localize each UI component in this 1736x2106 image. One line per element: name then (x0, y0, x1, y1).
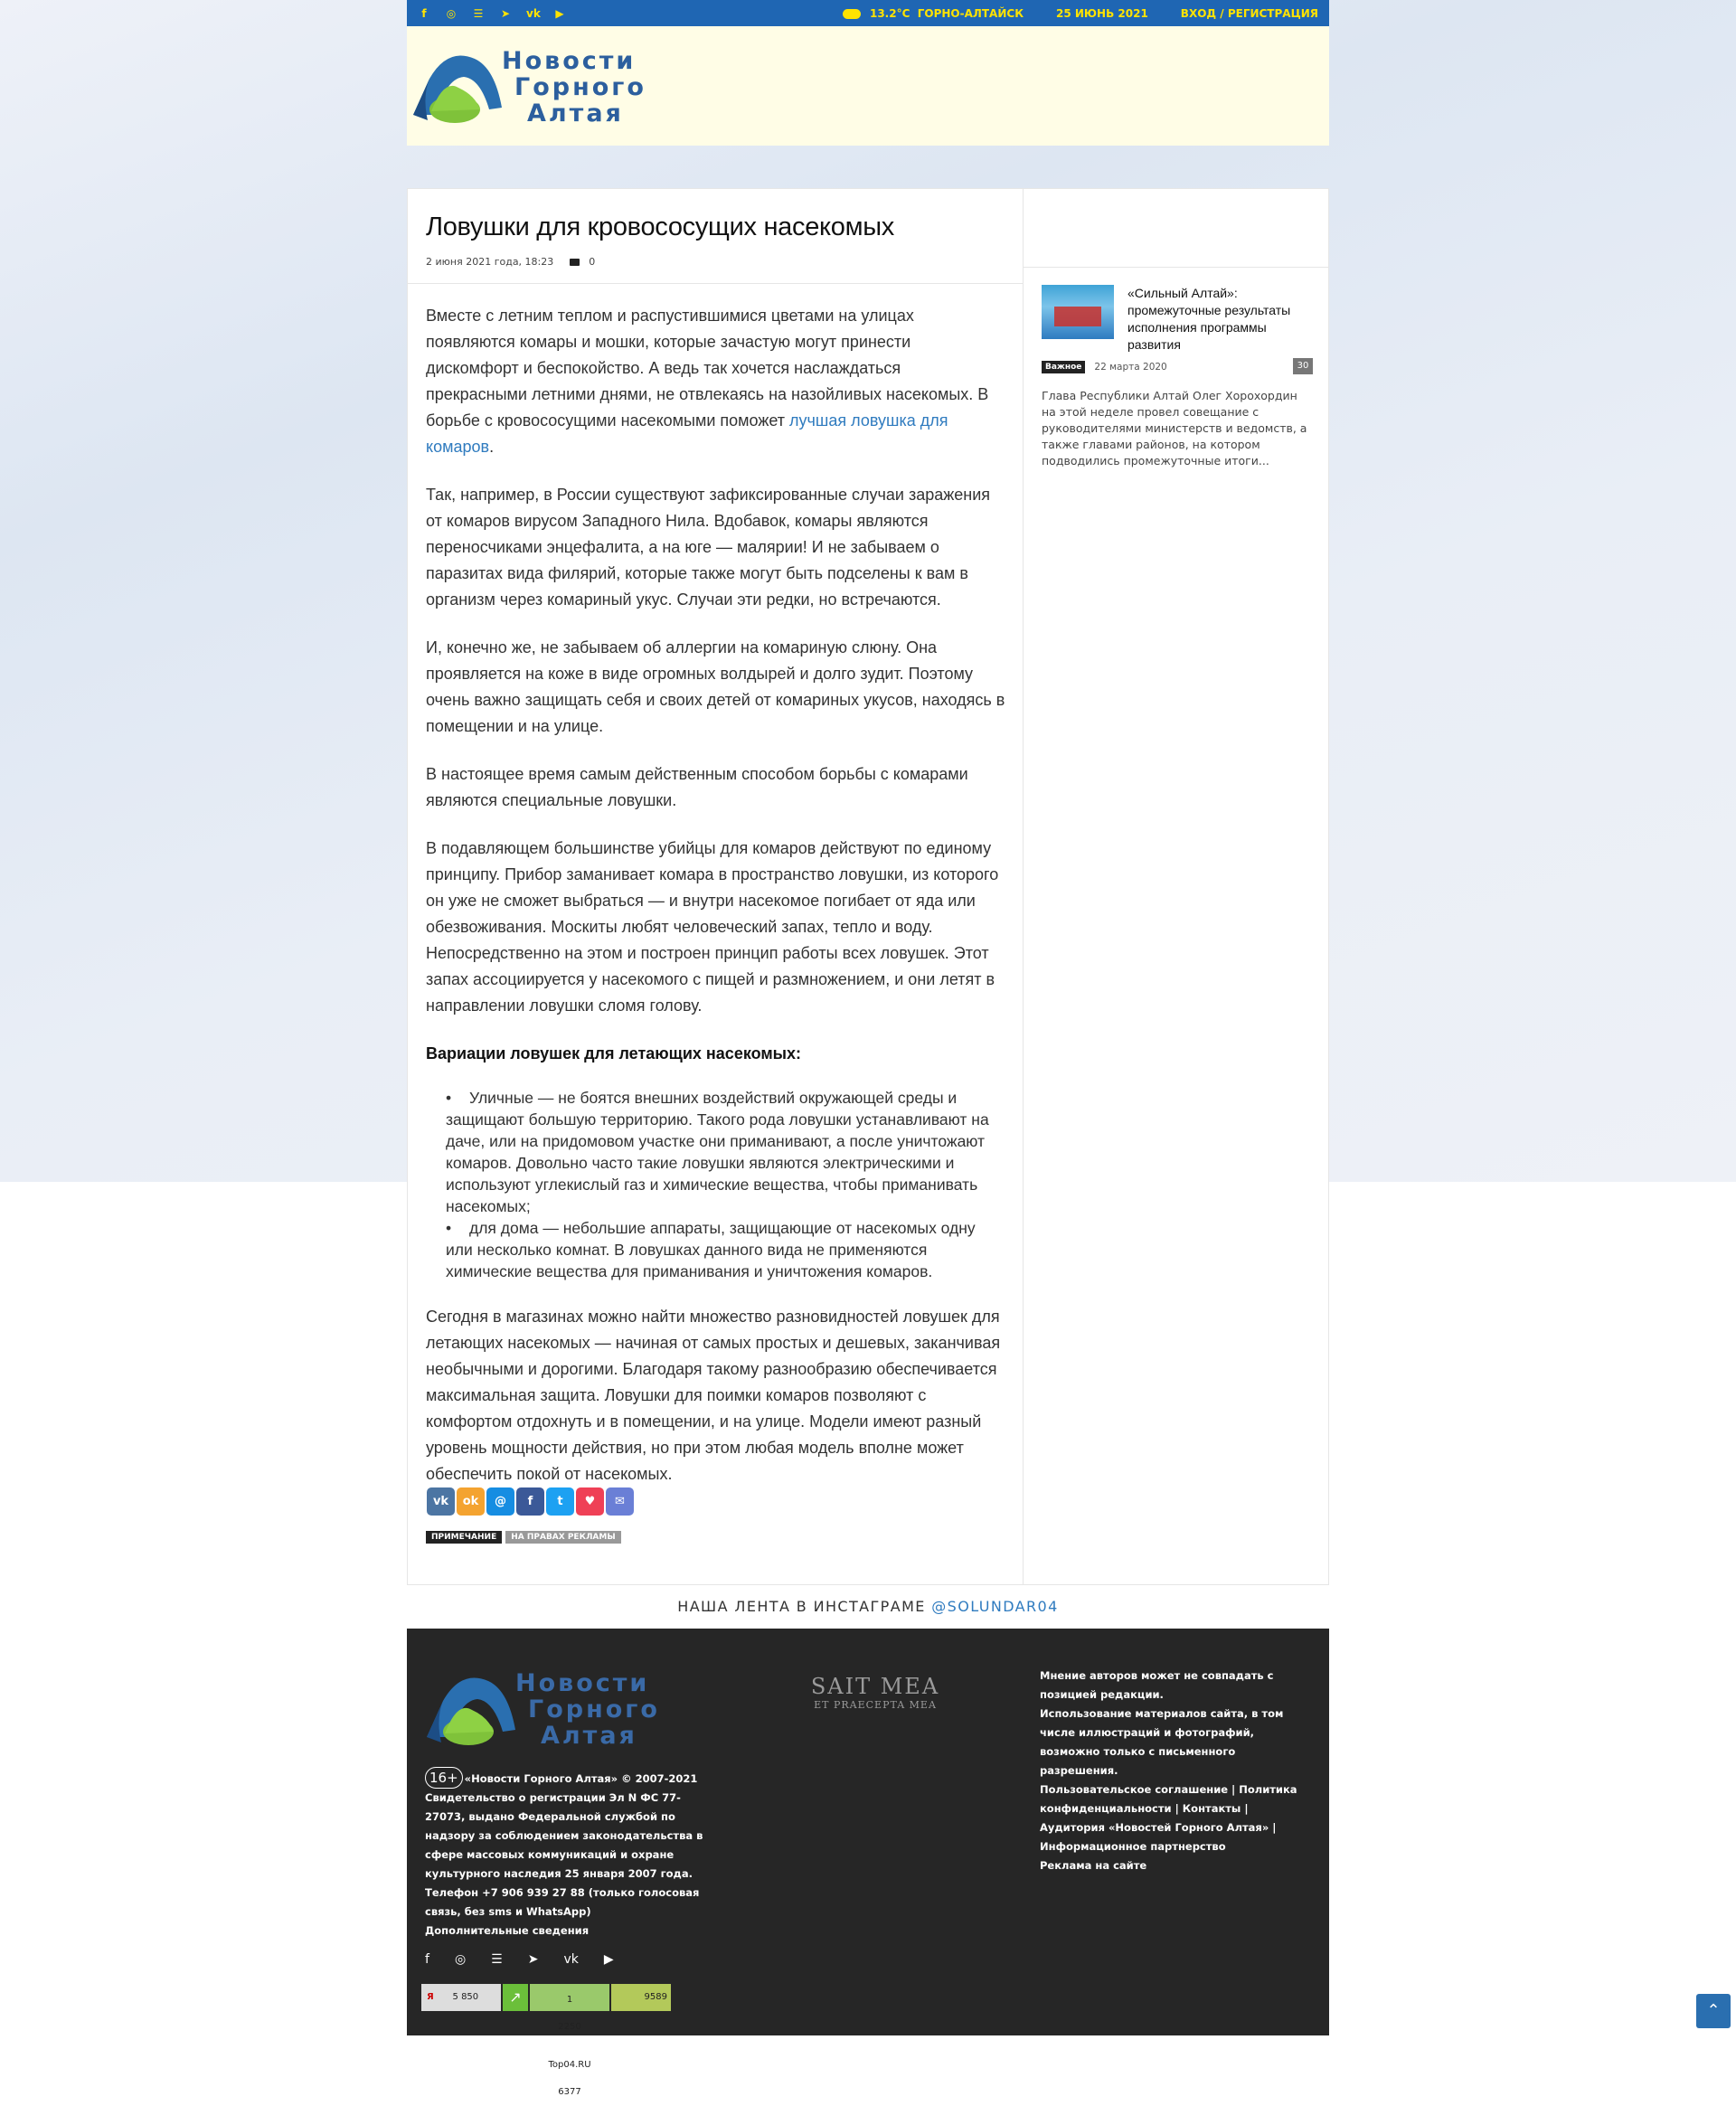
top04-counter-a: 2250 (558, 2022, 581, 2032)
tag-ad[interactable]: НА ПРАВАХ РЕКЛАМЫ (505, 1531, 620, 1544)
comments-link[interactable] (570, 256, 595, 268)
instagram-feed-title (407, 1585, 1329, 1629)
article-date: 2 июня 2021 года, 18:23 (426, 256, 554, 268)
stat-counters (421, 1984, 671, 2097)
list-item-text: для дома — небольшие аппараты, защищающие от насекомых одну или несколько комнат. В ловушках данного вида не применяются химические вещества для приманивания и уничтожения комаров. (446, 1219, 976, 1280)
footer-logo-text (515, 1670, 660, 1749)
sidebar (1024, 189, 1329, 1586)
footer-info (425, 1767, 705, 1941)
vk-share-icon[interactable]: vk (427, 1487, 455, 1516)
footer-links[interactable]: Пользовательское соглашение | Политика конфиденциальности | Контакты | Аудитория «Новостей Горного Алтая» | Информационное партнерство (1040, 1783, 1297, 1853)
sidebar-post-thumbnail[interactable] (1042, 285, 1114, 339)
sidebar-post-title[interactable]: «Сильный Алтай»: промежуточные результаты исполнения программы развития (1127, 286, 1291, 352)
topbar-social (418, 7, 566, 20)
top04-counter[interactable] (530, 1984, 609, 2097)
more-info-link[interactable]: Дополнительные сведения (425, 1924, 590, 1937)
thumbnail-banner (1054, 307, 1101, 326)
instagram-icon[interactable]: ◎ (446, 6, 457, 20)
logo-line-2: Горного (514, 73, 646, 101)
trap-list (446, 1087, 1006, 1282)
sidebar-post-meta (1042, 361, 1167, 373)
list-item: • Уличные — не боятся внешних воздействий окружающей среды и защищают большую территорию. Такого рода ловушки устанавливают на даче, или на придомовом участке они приманивают, а после уничтожают комаров. Довольно часто такие ловушки являются электрическими и используют углекислый газ и химические вещества, чтобы приманивать насекомых; (446, 1089, 989, 1215)
yandex-counter-value: 5 850 (452, 1992, 479, 2002)
instagram-icon[interactable]: ◎ (454, 1952, 467, 1967)
footer-legal (1040, 1667, 1311, 1875)
article-tags (426, 1531, 621, 1544)
phone: Телефон +7 906 939 27 88 (только голосовая связь, без sms и WhatsApp) (425, 1886, 700, 1918)
disclaimer-2: Использование материалов сайта, в том числе иллюстраций и фотографий, возможно только с письменного разрешения. (1040, 1707, 1284, 1777)
login-link[interactable]: ВХОД / РЕГИСТРАЦИЯ (1180, 6, 1318, 20)
article-title: Ловушки для кровососущих насекомых (426, 212, 894, 241)
age-rating: 16+ (425, 1767, 463, 1789)
paragraph-1-end: . (489, 438, 495, 456)
comments-count: 0 (589, 256, 596, 268)
cloud-icon (843, 9, 861, 19)
youtube-icon[interactable]: ▶ (555, 6, 564, 20)
subheading: Вариации ловушек для летающих насекомых: (426, 1044, 802, 1062)
registration: Свидетельство о регистрации Эл N ФС 77-27073, выдано Федеральной службой по надзору за соблюдением законодательства в сфере массовых коммуникаций и охране культурного наследия 25 января 2007 года. (425, 1791, 703, 1880)
third-counter[interactable]: 9589 (611, 1984, 671, 2011)
logo-line-3: Алтая (527, 99, 624, 127)
rss-icon[interactable]: ☰ (491, 1952, 503, 1967)
rss-icon[interactable]: ☰ (473, 6, 484, 20)
important-badge[interactable]: Важное (1042, 361, 1085, 373)
sidebar-post-date: 22 марта 2020 (1094, 362, 1167, 373)
article (408, 189, 1024, 1586)
youtube-icon[interactable]: ▶ (603, 1952, 614, 1967)
sidebar-post-comments[interactable]: 30 (1293, 358, 1313, 374)
top-bar (407, 0, 1329, 26)
footer-logo-line-2: Горного (528, 1695, 660, 1724)
paragraph-6: Сегодня в магазинах можно найти множество разновидностей ловушек для летающих насекомых — начиная от самых простых и дешевых, заканчивая необычными и дорогими. Благодаря такому разнообразию обеспечивается максимальная защита. Ловушки для поимки комаров позволяют с комфортом отдохнуть и в помещении, и на улице. Модели имеют разный уровень мощности действия, но при этом любая модель вполне может обеспечить покой от насекомых. (426, 1308, 1001, 1483)
weather-temp: 13.2°C (869, 6, 910, 20)
current-date: 25 ИЮНЬ 2021 (1056, 6, 1148, 20)
share-buttons (427, 1487, 634, 1516)
article-meta (426, 256, 595, 268)
list-item-text: Уличные — не боятся внешних воздействий окружающей среды и защищают большую территорию. Такого рода ловушки устанавливают на даче, или на придомовом участке они приманивают, а после уничтожают комаров. Довольно часто такие ловушки являются электрическими и используют углекислый газ и химические вещества, чтобы приманивать насекомых; (446, 1089, 989, 1215)
vk-icon[interactable]: vk (563, 1952, 579, 1967)
footer-motto (807, 1674, 943, 1711)
logo-mountain-icon (411, 52, 511, 124)
telegram-icon[interactable]: ➤ (527, 1952, 539, 1967)
instagram-label: НАША ЛЕНТА В ИНСТАГРАМЕ (677, 1598, 932, 1615)
motto-main: SAIT MEA (810, 1674, 940, 1699)
weather-city: ГОРНО-АЛТАЙСК (917, 6, 1024, 20)
paragraph-4: В настоящее время самым действенным способом борьбы с комарами являются специальные ловушки. (426, 765, 968, 809)
facebook-icon[interactable]: f (421, 6, 427, 20)
email-share-icon[interactable]: ✉ (606, 1487, 634, 1516)
paragraph-2: Так, например, в России существуют зафиксированные случаи заражения от комаров вирусом Западного Нила. Вдобавок, комары являются переносчиками энцефалита, а на юге — малярии! И не забываем о паразитах вида филярий, которые также могут быть подселены к вам в организм через комариный укус. Случаи эти редки, но встречаются. (426, 486, 991, 609)
arrow-counter-icon[interactable]: ↗ (503, 1984, 528, 2011)
divider (408, 283, 1023, 284)
sidebar-post-excerpt: Глава Республики Алтай Олег Хорохордин на этой неделе провел совещание с руководителями министерств и ведомств, а также главами районов, на котором подводились промежуточные итоги... (1042, 389, 1307, 467)
scroll-to-top-button[interactable]: ⌃ (1696, 1994, 1731, 2028)
top04-counter-b: 6377 (558, 2087, 581, 2097)
motto-sub: ET PRAECEPTA MEA (814, 1699, 937, 1711)
footer-logo[interactable] (425, 1667, 669, 1748)
tag-note[interactable]: ПРИМЕЧАНИЕ (426, 1531, 502, 1544)
site-header (407, 26, 1329, 146)
top04-counter-label: Top04.RU (548, 2060, 591, 2070)
footer (407, 1629, 1329, 2097)
comment-icon (570, 259, 580, 266)
paragraph-3: И, конечно же, не забываем об аллергии на комариную слюну. Она проявляется на коже в виде огромных волдырей и долго зудит. Поэтому очень важно защищать себя и своих детей от комариных укусов, находясь в помещении и на улице. (426, 638, 1005, 735)
main-container (407, 188, 1329, 1585)
instagram-handle[interactable]: @SOLUNDAR04 (931, 1598, 1059, 1615)
paragraph-5: В подавляющем большинстве убийцы для комаров действуют по единому принципу. Прибор заманивает комара в пространство ловушки, из которого он уже не сможет выбраться — и внутри насекомое погибает от яда или обезвоживания. Москиты любят человеческий запах, тепло и воду. Непосредственно на этом и построен принцип работы всех ловушек. Этот запах ассоциируется у насекомого с пищей и размножением, и они летят в направлении ловушки сломя голову. (426, 839, 999, 1015)
mail-share-icon[interactable]: @ (486, 1487, 514, 1516)
facebook-share-icon[interactable]: f (516, 1487, 544, 1516)
telegram-icon[interactable]: ➤ (500, 6, 511, 20)
top04-counter-value: 1 (566, 1995, 573, 2005)
twitter-share-icon[interactable]: t (546, 1487, 574, 1516)
pocket-share-icon[interactable]: ♥ (576, 1487, 604, 1516)
article-body (426, 303, 1006, 1509)
trap-link[interactable]: лучшая ловушка для комаров (426, 411, 948, 456)
logo-text (502, 48, 646, 127)
footer-logo-line-3: Алтая (541, 1722, 637, 1750)
ads-link[interactable]: Реклама на сайте (1040, 1859, 1147, 1872)
logo-line-1: Новости (502, 47, 637, 75)
site-logo[interactable] (411, 42, 665, 128)
facebook-icon[interactable]: f (425, 1952, 429, 1967)
vk-icon[interactable]: vk (526, 6, 541, 20)
footer-logo-mountain-icon (425, 1674, 524, 1746)
list-item: • для дома — небольшие аппараты, защищающие от насекомых одну или несколько комнат. В ловушках данного вида не применяются химические вещества для приманивания и уничтожения комаров. (446, 1219, 976, 1280)
sidebar-divider (1024, 267, 1329, 268)
copyright: «Новости Горного Алтая» © 2007-2021 (464, 1772, 698, 1785)
paragraph-1-text: Вместе с летним теплом и распустившимися цветами на улицах появляются комары и мошки, которые зачастую могут принести дискомфорт и беспокойство. А ведь так хочется наслаждаться прекрасными летними днями, не отвлекаясь на назойливых насекомых. В борьбе с кровососущими насекомыми поможет (426, 307, 989, 430)
ok-share-icon[interactable]: ok (457, 1487, 485, 1516)
yandex-counter[interactable]: Я 5 850 (421, 1984, 501, 2011)
footer-logo-line-1: Новости (515, 1669, 650, 1697)
disclaimer-1: Мнение авторов может не совпадать с позицией редакции. (1040, 1669, 1274, 1701)
weather (843, 7, 1024, 20)
footer-social (425, 1952, 614, 1967)
paragraph-1 (426, 303, 1006, 460)
